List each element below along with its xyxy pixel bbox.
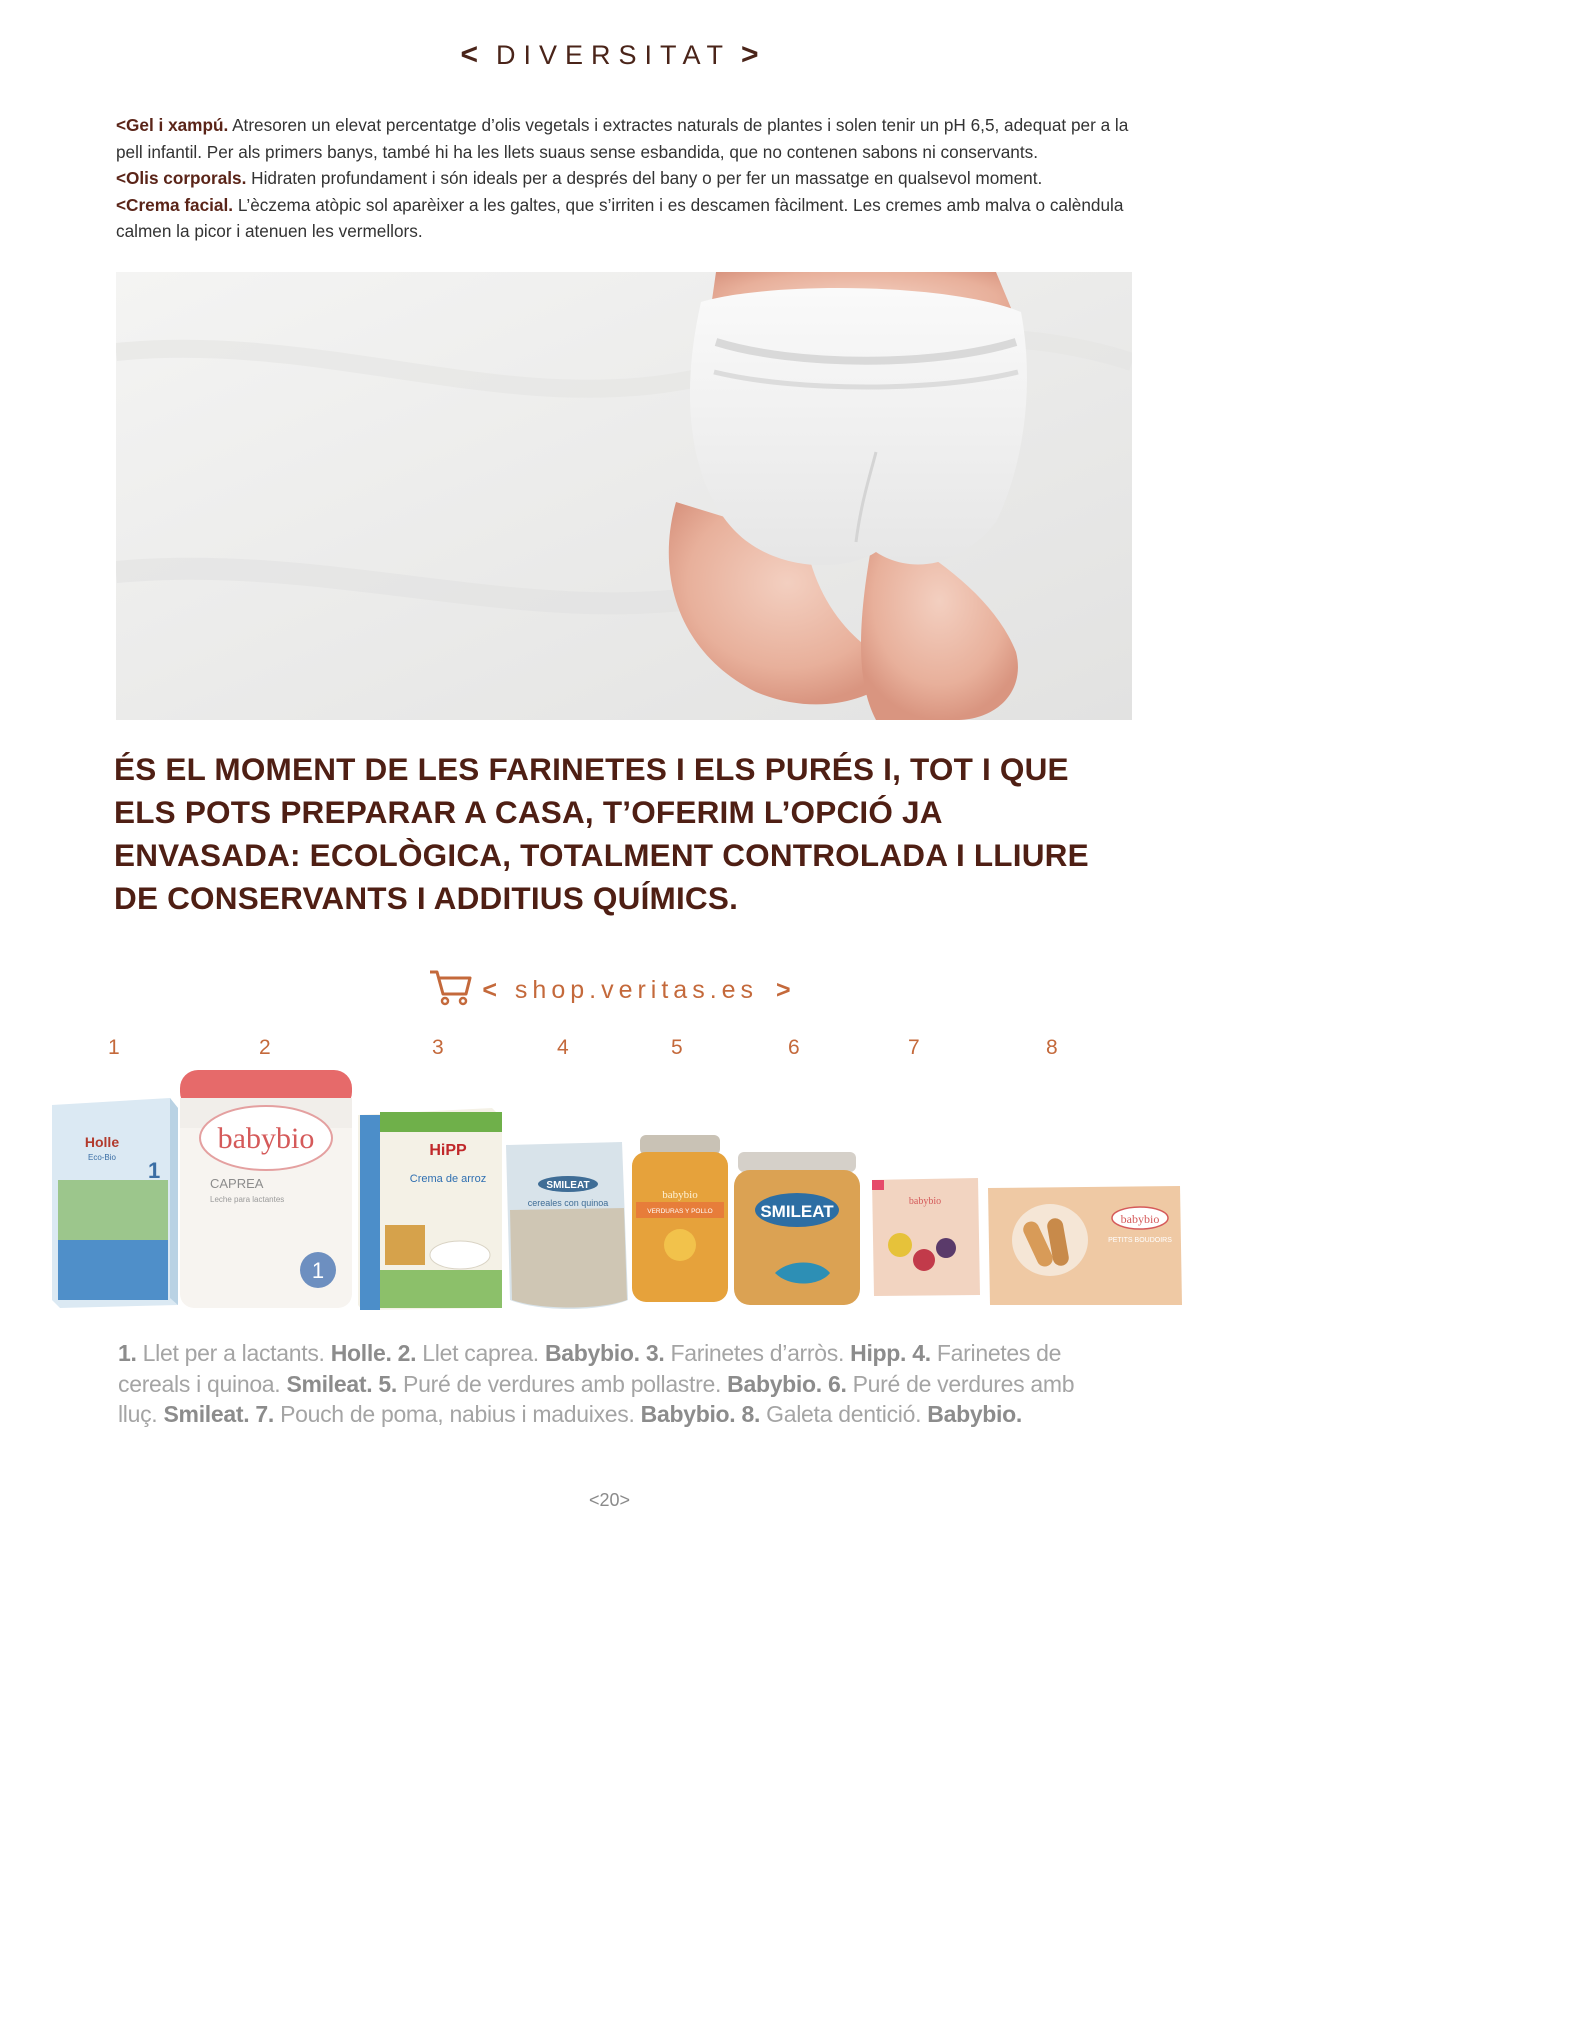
baby-illustration [116,272,1132,720]
caption-text: Galeta dentició. [760,1401,928,1427]
caption-number: 6. [821,1370,847,1397]
product-brand: babybio [908,1196,942,1207]
product-subtitle: Leche para lactantes [210,1195,285,1204]
product-hipp-box [358,1108,502,1310]
product-babybio-caprea [180,1070,352,1308]
caption-text: Llet per a lactants. [136,1340,331,1366]
product-number: 2 [259,1036,271,1059]
caption-text: Puré de verdures amb lluç. [118,1370,1075,1427]
baby-photo [116,272,1132,720]
product-number: 8 [1046,1036,1058,1059]
header-left-chevron: < [460,38,478,71]
caption-number: 5. [372,1370,397,1397]
caption-text: Farinetes de cereals i quinoa. [118,1340,1062,1397]
caption-number: 1. [118,1340,137,1366]
product-name: VERDURAS Y POLLO [647,1208,713,1215]
product-subtitle: Eco-Bio [87,1153,117,1162]
paragraph-gel [116,112,1134,165]
caption-text: Llet caprea. [416,1340,545,1366]
caption-brand: Holle. [330,1340,392,1366]
paragraph-olis [116,165,1134,192]
caption-number: 7. [249,1401,274,1427]
section-header [0,38,1219,72]
product-brand: HiPP [429,1142,467,1159]
paragraph-body: Atresoren un elevat percentatge d’olis vegetals i extractes naturals de plantes i solen tenir un pH 6,5, adequat per a la pell infantil. Per als primers banys, també hi ha les llets suaus sense esbandida, que no contenen sabons ni conservants. [116,115,1129,162]
product-number: 3 [432,1036,444,1059]
product-name: PETITS BOUDOIRS [1108,1237,1172,1244]
caption-brand: Smileat. [163,1401,250,1427]
product-stage: 1 [311,1258,325,1283]
caption-brand: Babybio. [545,1340,640,1366]
product-smileat-jar [734,1152,860,1305]
paragraph-body: L’èczema atòpic sol aparèixer a les galtes, que s’irriten i es descamen fàcilment. Les cremes amb malva o calèndula calmen la picor i atenuen les vermellors. [116,194,1124,241]
product-caption [118,1338,1118,1430]
product-babybio-jar [632,1135,728,1302]
product-number: 6 [788,1036,800,1059]
caption-number: 8. [735,1401,761,1427]
caption-brand: Babybio. [927,1401,1022,1427]
product-lineup [40,1060,1190,1320]
product-brand: babybio [1120,1212,1160,1226]
product-name: Crema de arroz [409,1173,487,1185]
product-babybio-biscuits [988,1186,1182,1305]
product-number: 1 [108,1036,120,1059]
intro-text [116,112,1134,245]
caption-number: 2. [391,1340,417,1366]
product-number: 4 [557,1036,569,1059]
caption-number: 4. [906,1340,931,1366]
product-brand: SMILEAT [760,1202,834,1221]
product-holle-box [52,1098,178,1308]
product-brand: Holle [84,1134,120,1150]
product-babybio-pouch [872,1178,980,1296]
caption-text: Farinetes d’arròs. [664,1340,851,1366]
caption-brand: Babybio. [727,1370,822,1397]
caption-brand: Smileat. [286,1370,373,1397]
shop-right-chevron: > [776,976,791,1005]
shop-left-chevron: < [482,976,497,1005]
paragraph-lead: <Gel i xampú. [116,115,229,135]
shop-link[interactable] [0,968,1219,1015]
paragraph-lead: <Crema facial. [116,194,234,215]
page-right-chevron: > [619,1490,631,1510]
cart-icon [428,968,472,1015]
product-brand: babybio [662,1189,698,1201]
caption-brand: Hipp. [850,1340,907,1366]
paragraph-crema [116,192,1134,245]
headline: ÉS EL MOMENT DE LES FARINETES I ELS PURÉS I, TOT I QUE ELS POTS PREPARAR A CASA, T’OFERIM L’OPCIÓ JA ENVASADA: ECOLÒGICA, TOTALMENT CONTROLADA I LLIURE DE CONSERVANTS I ADDITIUS QUÍMICS. [114,751,1089,916]
product-smileat-pouch [506,1142,628,1309]
page-left-chevron: < [588,1490,600,1510]
paragraph-body: Hidraten profundament i són ideals per a després del bany o per fer un massatge en qualsevol moment. [246,168,1043,188]
product-number: 5 [671,1036,683,1059]
caption-number: 3. [639,1340,665,1366]
product-number: 7 [908,1036,920,1059]
product-brand: SMILEAT [546,1180,590,1191]
header-right-chevron: > [741,38,759,71]
caption-brand: Babybio. [640,1401,736,1427]
caption-text: Pouch de poma, nabius i maduixes. [273,1401,641,1427]
page-number-value: 20 [599,1490,620,1510]
section-title: DIVERSITAT [495,40,731,70]
page-number [0,1490,1219,1511]
product-name: CAPREA [210,1176,264,1191]
product-name: cereales con quinoa [527,1198,609,1208]
product-stage: 1 [148,1158,161,1183]
paragraph-lead: <Olis corporals. [116,168,247,188]
product-brand: babybio [217,1122,315,1155]
caption-text: Puré de verdures amb pollastre. [396,1370,728,1397]
shop-url[interactable]: shop.veritas.es [514,976,759,1005]
